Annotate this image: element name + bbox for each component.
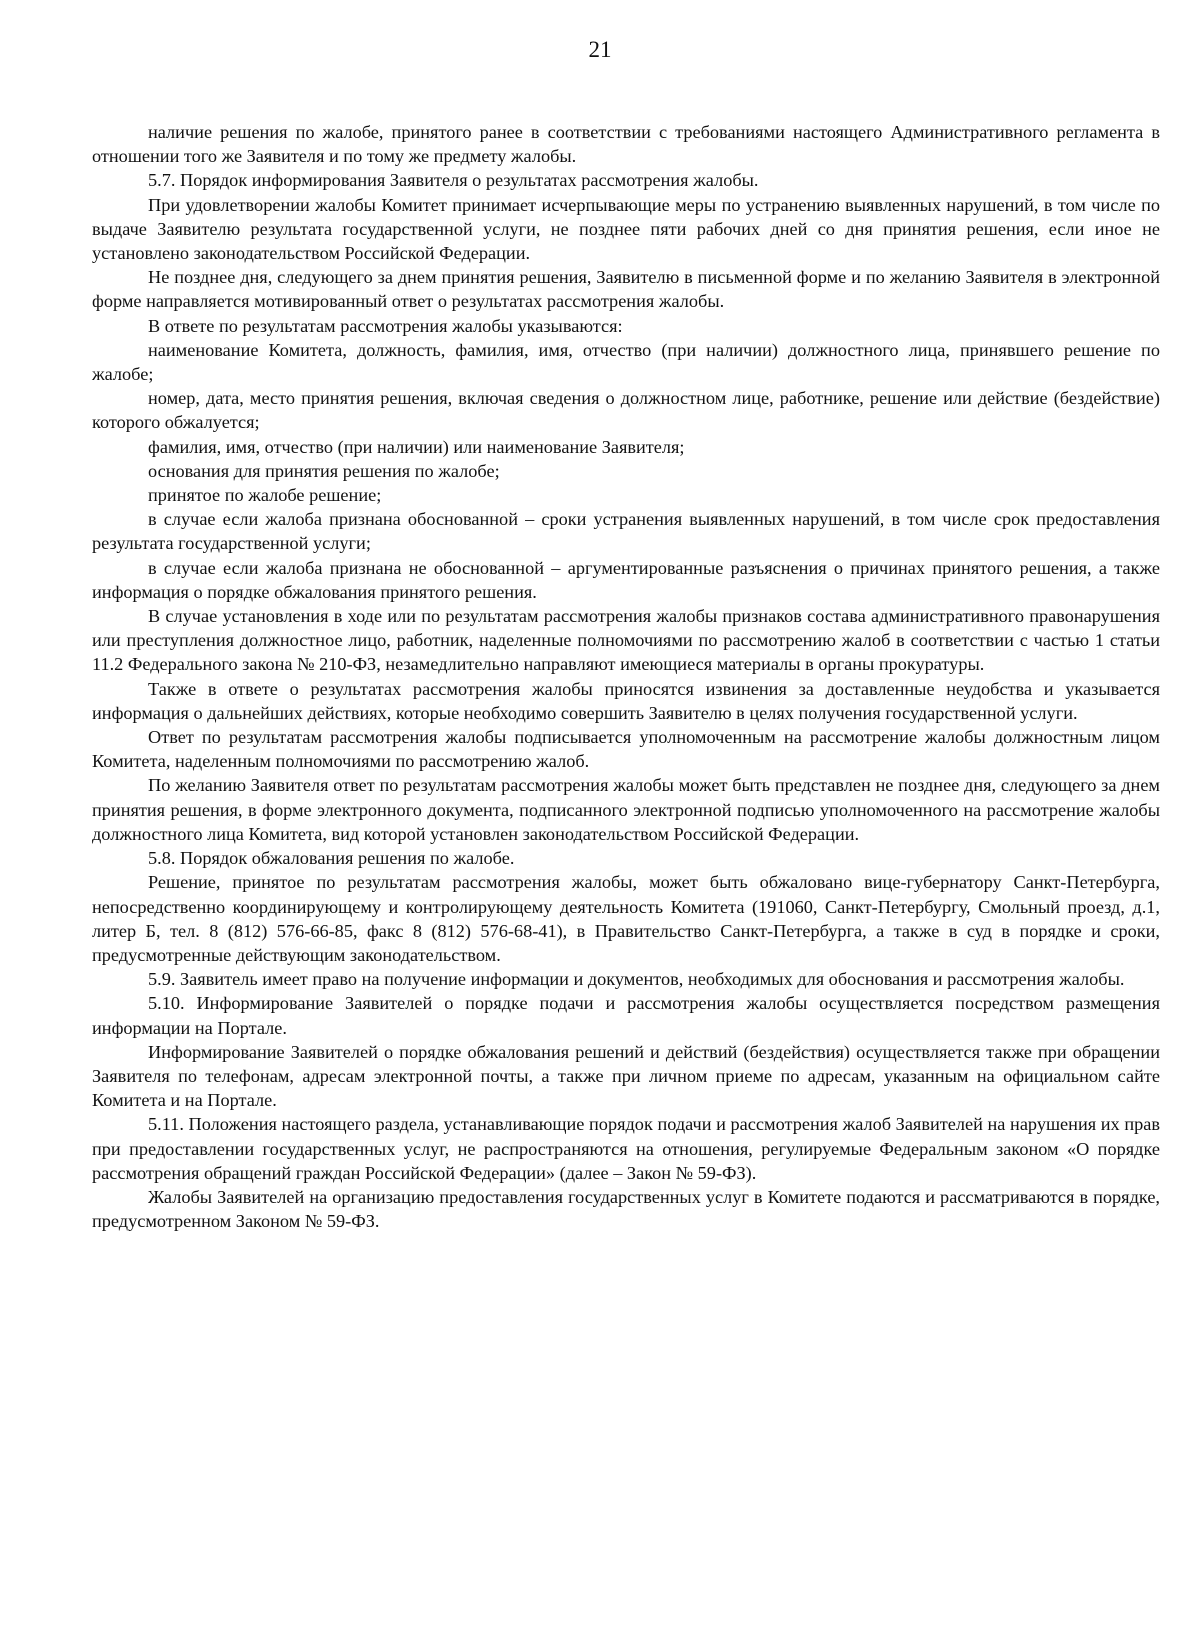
section-5-10: 5.10. Информирование Заявителей о порядке подачи и рассмотрения жалобы осуществляется посредством размещения информации на Портале. bbox=[92, 993, 1160, 1038]
list-item: номер, дата, место принятия решения, включая сведения о должностном лице, работнике, решение или действие (бездействие) которого обжалуется; bbox=[92, 388, 1160, 433]
section-5-9: 5.9. Заявитель имеет право на получение информации и документов, необходимых для обоснования и рассмотрения жалобы. bbox=[148, 969, 1125, 990]
paragraph: Информирование Заявителей о порядке обжалования решений и действий (бездействия) осуществляется также при обращении Заявителя по телефонам, адресам электронной почты, а также при личном приеме по адресам, указанным на официальном сайте Комитета и на Портале. bbox=[92, 1041, 1160, 1111]
page-number: 21 bbox=[588, 37, 612, 62]
paragraph: Не позднее дня, следующего за днем принятия решения, Заявителю в письменной форме и по желанию Заявителя в электронной форме направляется мотивированный ответ о результатах рассмотрения жалобы. bbox=[92, 267, 1160, 312]
section-heading-5-8: 5.8. Порядок обжалования решения по жалобе. bbox=[148, 848, 515, 869]
list-item: принятое по жалобе решение; bbox=[148, 485, 382, 506]
paragraph: В ответе по результатам рассмотрения жалобы указываются: bbox=[148, 315, 623, 336]
list-item: фамилия, имя, отчество (при наличии) или наименование Заявителя; bbox=[148, 436, 685, 457]
document-body bbox=[92, 120, 1160, 1233]
paragraph: Также в ответе о результатах рассмотрения жалобы приносятся извинения за доставленные неудобства и указывается информация о дальнейших действиях, которые необходимо совершить Заявителю в целях получения государственной услуги. bbox=[92, 678, 1160, 723]
paragraph: наличие решения по жалобе, принятого ранее в соответствии с требованиями настоящего Административного регламента в отношении того же Заявителя и по тому же предмету жалобы. bbox=[92, 122, 1160, 167]
paragraph: Ответ по результатам рассмотрения жалобы подписывается уполномоченным на рассмотрение жалобы должностным лицом Комитета, наделенным полномочиями по рассмотрению жалоб. bbox=[92, 727, 1160, 772]
list-item: в случае если жалоба признана обоснованной – сроки устранения выявленных нарушений, в том числе срок предоставления результата государственной услуги; bbox=[92, 509, 1160, 554]
list-item: наименование Комитета, должность, фамилия, имя, отчество (при наличии) должностного лица, принявшего решение по жалобе; bbox=[92, 339, 1160, 385]
paragraph: В случае установления в ходе или по результатам рассмотрения жалобы признаков состава административного правонарушения или преступления должностное лицо, работник, наделенные полномочиями по рассмотрению жалоб в соответствии с частью 1 статьи 11.2 Федерального закона № 210-ФЗ, незамедлительно направляют имеющиеся материалы в органы прокуратуры. bbox=[92, 606, 1160, 675]
section-heading-5-7: 5.7. Порядок информирования Заявителя о результатах рассмотрения жалобы. bbox=[148, 170, 759, 191]
paragraph: По желанию Заявителя ответ по результатам рассмотрения жалобы может быть представлен не позднее дня, следующего за днем принятия решения, в форме электронного документа, подписанного электронной подписью уполномоченного на рассмотрение жалобы должностного лица Комитета, вид которой установлен законодательством Российской Федерации. bbox=[92, 775, 1160, 844]
paragraph: При удовлетворении жалобы Комитет принимает исчерпывающие меры по устранению выявленных нарушений, в том числе по выдаче Заявителю результата государственной услуги, не позднее пяти рабочих дней со дня принятия решения, если иное не установлено законодательством Российской Федерации. bbox=[92, 194, 1160, 264]
list-item: основания для принятия решения по жалобе; bbox=[148, 460, 500, 481]
paragraph: Жалобы Заявителей на организацию предоставления государственных услуг в Комитете подаются и рассматриваются в порядке, предусмотренном Законом № 59-ФЗ. bbox=[92, 1186, 1160, 1232]
section-5-11: 5.11. Положения настоящего раздела, устанавливающие порядок подачи и рассмотрения жалоб Заявителей на нарушения их прав при предоставлении государственных услуг, не распространяются на отношения, регулируемые Федеральным законом «О порядке рассмотрения обращений граждан Российской Федерации» (далее – Закон № 59-ФЗ). bbox=[92, 1114, 1160, 1183]
paragraph: Решение, принятое по результатам рассмотрения жалобы, может быть обжаловано вице-губернатору Санкт-Петербурга, непосредственно координирующему и контролирующему деятельность Комитета (191060, Санкт-Петербургу, Смольный проезд, д.1, литер Б, тел. 8 (812) 576-66-85, факс 8 (812) 576-68-41), в Правительство Санкт-Петербурга, а также в суд в порядке и сроки, предусмотренные действующим законодательством. bbox=[92, 872, 1160, 965]
list-item: в случае если жалоба признана не обоснованной – аргументированные разъяснения о причинах принятого решения, а также информация о порядке обжалования принятого решения. bbox=[92, 557, 1160, 602]
